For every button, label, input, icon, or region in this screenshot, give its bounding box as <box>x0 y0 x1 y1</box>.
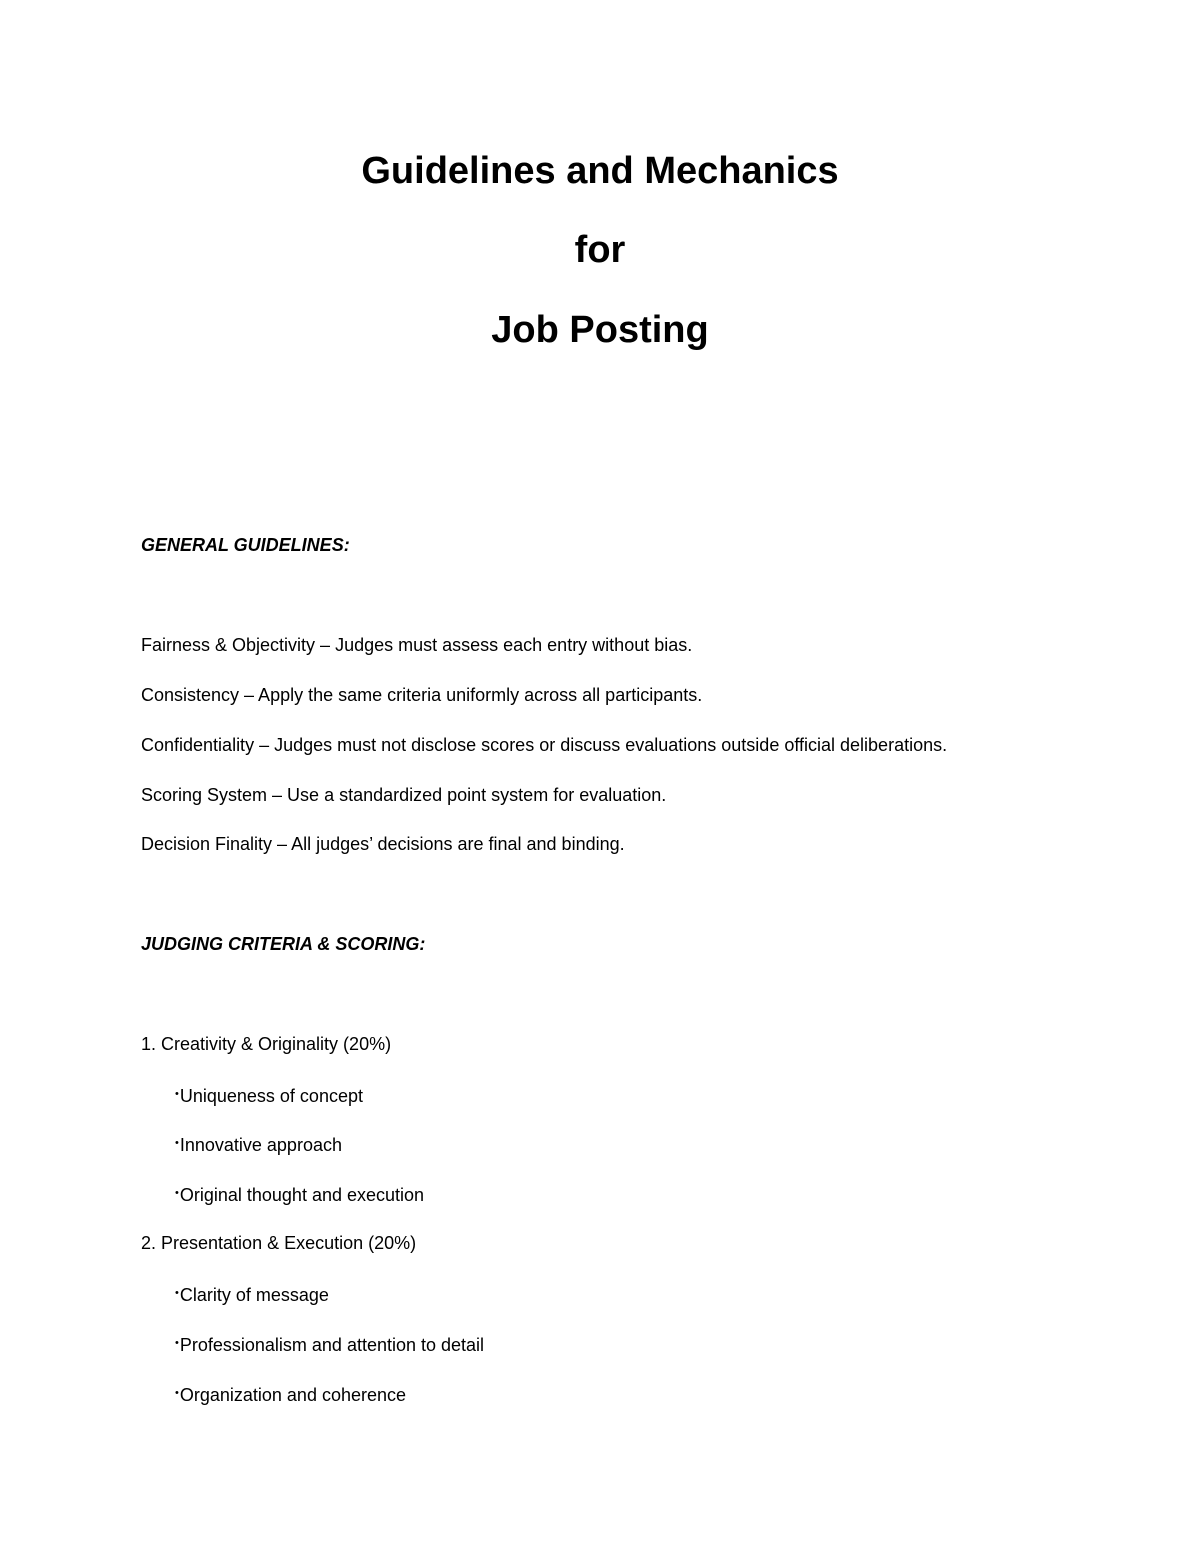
criterion-point-text: Organization and coherence <box>179 1385 407 1405</box>
guideline-item-scoring-system: Scoring System – Use a standardized point system for evaluation. <box>141 785 667 805</box>
criterion-creativity: 1. Creativity & Originality (20%) <box>141 1034 392 1054</box>
criterion-presentation: 2. Presentation & Execution (20%) <box>141 1233 417 1253</box>
criterion-point-text: Professionalism and attention to detail <box>179 1335 485 1355</box>
criterion-point-text: Innovative approach <box>179 1135 342 1155</box>
criterion-point-text: Uniqueness of concept <box>179 1086 363 1106</box>
document-title-line-2: for <box>574 229 626 271</box>
guideline-item-consistency: Consistency – Apply the same criteria uniformly across all participants. <box>141 685 703 705</box>
criterion-point <box>175 1331 484 1357</box>
bullet-icon: • <box>175 1287 179 1299</box>
bullet-icon: • <box>175 1387 179 1399</box>
criterion-point <box>175 1082 363 1108</box>
general-guidelines-heading: GENERAL GUIDELINES: <box>141 535 350 555</box>
criterion-point <box>175 1381 406 1407</box>
bullet-icon: • <box>175 1187 179 1199</box>
bullet-icon: • <box>175 1137 179 1149</box>
criterion-point-text: Clarity of message <box>179 1285 329 1305</box>
document-title-line-3: Job Posting <box>491 309 709 351</box>
criterion-point-text: Original thought and execution <box>179 1185 425 1205</box>
judging-criteria-heading: JUDGING CRITERIA & SCORING: <box>141 934 426 954</box>
guideline-item-decision-finality: Decision Finality – All judges’ decisions are final and binding. <box>141 834 625 854</box>
bullet-icon: • <box>175 1337 179 1349</box>
document-title-line-1: Guidelines and Mechanics <box>361 150 839 192</box>
criterion-point <box>175 1281 329 1307</box>
criterion-point <box>175 1131 342 1157</box>
guideline-item-confidentiality: Confidentiality – Judges must not disclose scores or discuss evaluations outside official deliberations. <box>141 735 948 755</box>
criterion-point <box>175 1181 424 1207</box>
bullet-icon: • <box>175 1088 179 1100</box>
guideline-item-fairness: Fairness & Objectivity – Judges must assess each entry without bias. <box>141 635 693 655</box>
